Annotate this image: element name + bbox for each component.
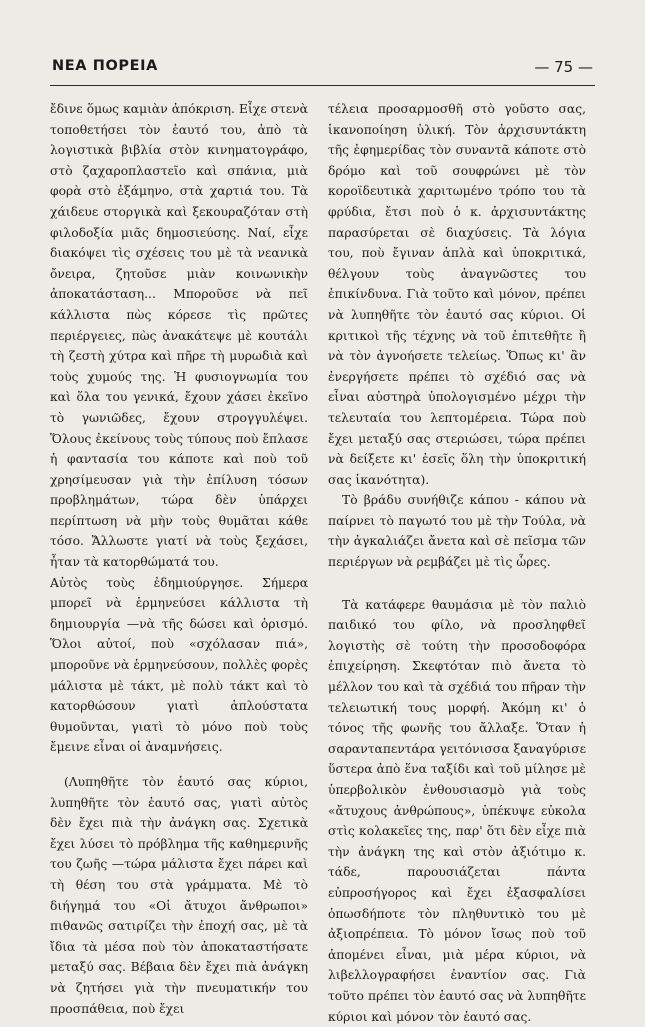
header-rule [50,85,595,86]
left-text-column [50,99,308,1019]
left-paragraph-1: ἔδινε ὅμως καμιὰν ἀπόκριση. Εἶχε στενὰ τοποθετήσει τὸν ἑαυτό του, ἀπὸ τὰ λογιστικὰ βιβλία στὸν κινηματογράφο, στὸ ζαχαροπλαστεῖο καὶ σπάνια, μιὰ φορὰ στὸ ἑξάμηνο, στὰ χαρτιά του. Τὰ χάιδευε στοργικὰ καὶ ξεκουραζόταν στὴ φιλοδοξία μιᾶς δημοσιεύσης. Ναί, εἶχε διακόψει τὶς σχέσεις του μὲ τὰ νεανικὰ ὄνειρα, ζητοῦσε μιὰν κοινωνικὴν ἀποκατάσταση... Μποροῦσε νὰ πεῖ κάλλιστα πὼς κόρεσε τὶς πρῶτες περιέργειες, πὼς ἀνακάτεψε μὲ κουτάλι τὴ ζεστὴ χύτρα καὶ πῆρε τὴ μυρωδιὰ καὶ τοὺς χυμούς της. Ἡ φυσιογνωμία του καὶ ὅλα του γενικά, ἔχουν χάσει ἐκεῖνο τὸ γωνιῶδες, ἔχουν στρογγυλέψει. Ὅλους ἐκείνους τοὺς τύπους ποὺ ἔπλασε ἡ φαντασία του κάποτε καὶ ποὺ τοῦ χρησίμευσαν γιὰ τὴν ἐπίλυση τόσων προβλημάτων, τώρα δὲν ὑπάρχει περίπτωση νὰ μὴν τοὺς θυμᾶται κάθε τόσο. Ἄλλωστε γιατί νὰ τοὺς ξεχάσει, ἦταν τὰ κατορθώματά του. [50,102,308,570]
left-paragraph-3: (Λυπηθῆτε τὸν ἑαυτό σας κύριοι, λυπηθῆτε τὸν ἑαυτό σας, γιατὶ αὐτὸς δὲν ἔχει πιὰ τὴν ἀνάγκη σας. Σχετικὰ ἔχει λύσει τὸ πρόβλημα τῆς καθημερινῆς του ζωῆς —τώρα μάλιστα ἔχει πάρει καὶ τὴ θέση του στὰ γράμματα. Μὲ τὸ διήγημά του «Οἱ ἄτυχοι ἄνθρωποι» πιθανῶς σατιρίζει τὴν ἐποχή σας, μὲ τὰ ἴδια τὰ μέσα ποὺ τὸν ἀποκαταστήσατε μεταξύ σας. Βέβαια δὲν ἔχει πιὰ ἀνάγκη νὰ ζητήσει γιὰ τὴν πνευματικήν του προσπάθεια, ποὺ ἔχει [50,775,308,1016]
journal-title: ΝΕΑ ΠΟΡΕΙΑ [52,58,158,74]
right-paragraph-3: Τὰ κατάφερε θαυμάσια μὲ τὸν παλιὸ παιδικό του φίλο, νὰ προσληφθεῖ λογιστὴς σὲ τούτη τὴν προσοδοφόρα ἐπιχείρηση. Σκεφτόταν πιὸ ἄνετα τὸ μέλλον του καὶ τὰ σχέδιά του πῆραν τὴν τελειωτική τους μορφή. Ἀκόμη κι' ὁ τόνος τῆς φωνῆς του ἄλλαξε. Ὅταν ἡ σαρανταπεντάρα γειτόνισσα ξαναγύρισε ὕστερα ἀπὸ ἕνα ταξίδι καὶ τοῦ μίλησε μὲ ὑπερβολικὸν ἐνθουσιασμὸ γιὰ τοὺς «ἄτυχους ἀνθρώπους», ὑπέκυψε εὐκολα στὶς κολακεῖες της, παρ' ὅτι δὲν εἶχε πιὰ τὴν ἀνάγκη της καὶ στὸν ἀξιότιμο κ. τάδε, παρουσιάζεται πάντα εὐπροσήγορος καὶ ἔχει ἐξασφαλίσει ὁπωσδήποτε τὸν πληθυντικὸ του μὲ ἀξιοπρέπεια. Τὸ μόνον ἴσως ποὺ τοῦ ἀπομένει εἶναι, μιὰ μέρα κύριοι, νὰ λιβελλογραφήσει ἐναντίον σας. Γιὰ τοῦτο πρέπει τὸν ἑαυτό σας νὰ λυπηθῆτε κύριοι καὶ μόνον τὸν ἑαυτό σας. [328,597,586,1024]
right-paragraph-2: Τὸ βράδυ συνήθιζε κάπου - κάπου νὰ παίρνει τὸ παγωτό του μὲ τὴν Τούλα, νὰ τὴν ἀγκαλιάζει ἄνετα καὶ σὲ πεῖσμα τῶν περιέργων νὰ ρεμβάζει μὲ τὶς ὧρες. [328,493,586,570]
left-paragraph-2: Αὐτὸς τοὺς ἐδημιούργησε. Σήμερα μπορεῖ νὰ ἑρμηνεύσει κάλλιστα τὴ δημιουργία —νὰ τῆς δώσει καὶ ὁρισμό. Ὅλοι αὐτοί, ποὺ «σχόλασαν πιά», μποροῦνε νὰ ἑρμηνεύσουν, πολλὲς φορὲς μάλιστα μὲ τάκτ, μὲ πολὺ τάκτ καὶ τὸ κατορθώσουν γιατὶ ἁπλούστατα θυμοῦνται, γιατὶ τὸ μόνο ποὺ τοὺς ἔμεινε εἶναι οἱ ἀναμνήσεις. [50,575,308,755]
right-text-column [328,99,586,1027]
page-header [52,58,593,82]
page-number: — 75 — [534,58,593,76]
right-paragraph-1: τέλεια προσαρμοσθῆ στὸ γοῦστο σας, ἱκανοποίηση ὑλική. Τὸν ἀρχισυντάκτη τῆς ἐφημερίδας τὸν συναντᾶ κάποτε στὸ δρόμο καὶ τοῦ σουφρώνει μὲ τὸν κοροϊδευτικὰ χαριτωμένο τρόπο του τὰ φρύδια, ἔτσι ποὺ ὁ κ. ἀρχισυντάκτης παρασύρεται σὲ διαχύσεις. Τὰ λόγια του, ποὺ ἔγιναν ἁπλὰ καὶ ὑποκριτικά, θέλγουν τοὺς ἀναγνῶστες του ἐπικίνδυνα. Γιὰ τοῦτο καὶ μόνον, πρέπει νὰ λυπηθῆτε τὸν ἑαυτό σας κύριοι. Οἱ κριτικοὶ τῆς τέχνης νὰ τοῦ ἐπιτεθῆτε ἢ νὰ τὸν ἀγνοήσετε τελείως. Ὅπως κι' ἂν ἐνεργήσετε πρέπει τὸ σχέδιό σας νὰ εἶναι αὐστηρὰ ὑπολογισμένο μέχρι τὴν τελευταία του λεπτομέρεια. Τώρα ποὺ ἔχει μεταξύ σας στεριώσει, τώρα πρέπει νὰ δείξετε κι' ἐσεῖς ὅλη τὴν ὑποκριτική σας ἱκανότητα). [328,102,586,487]
